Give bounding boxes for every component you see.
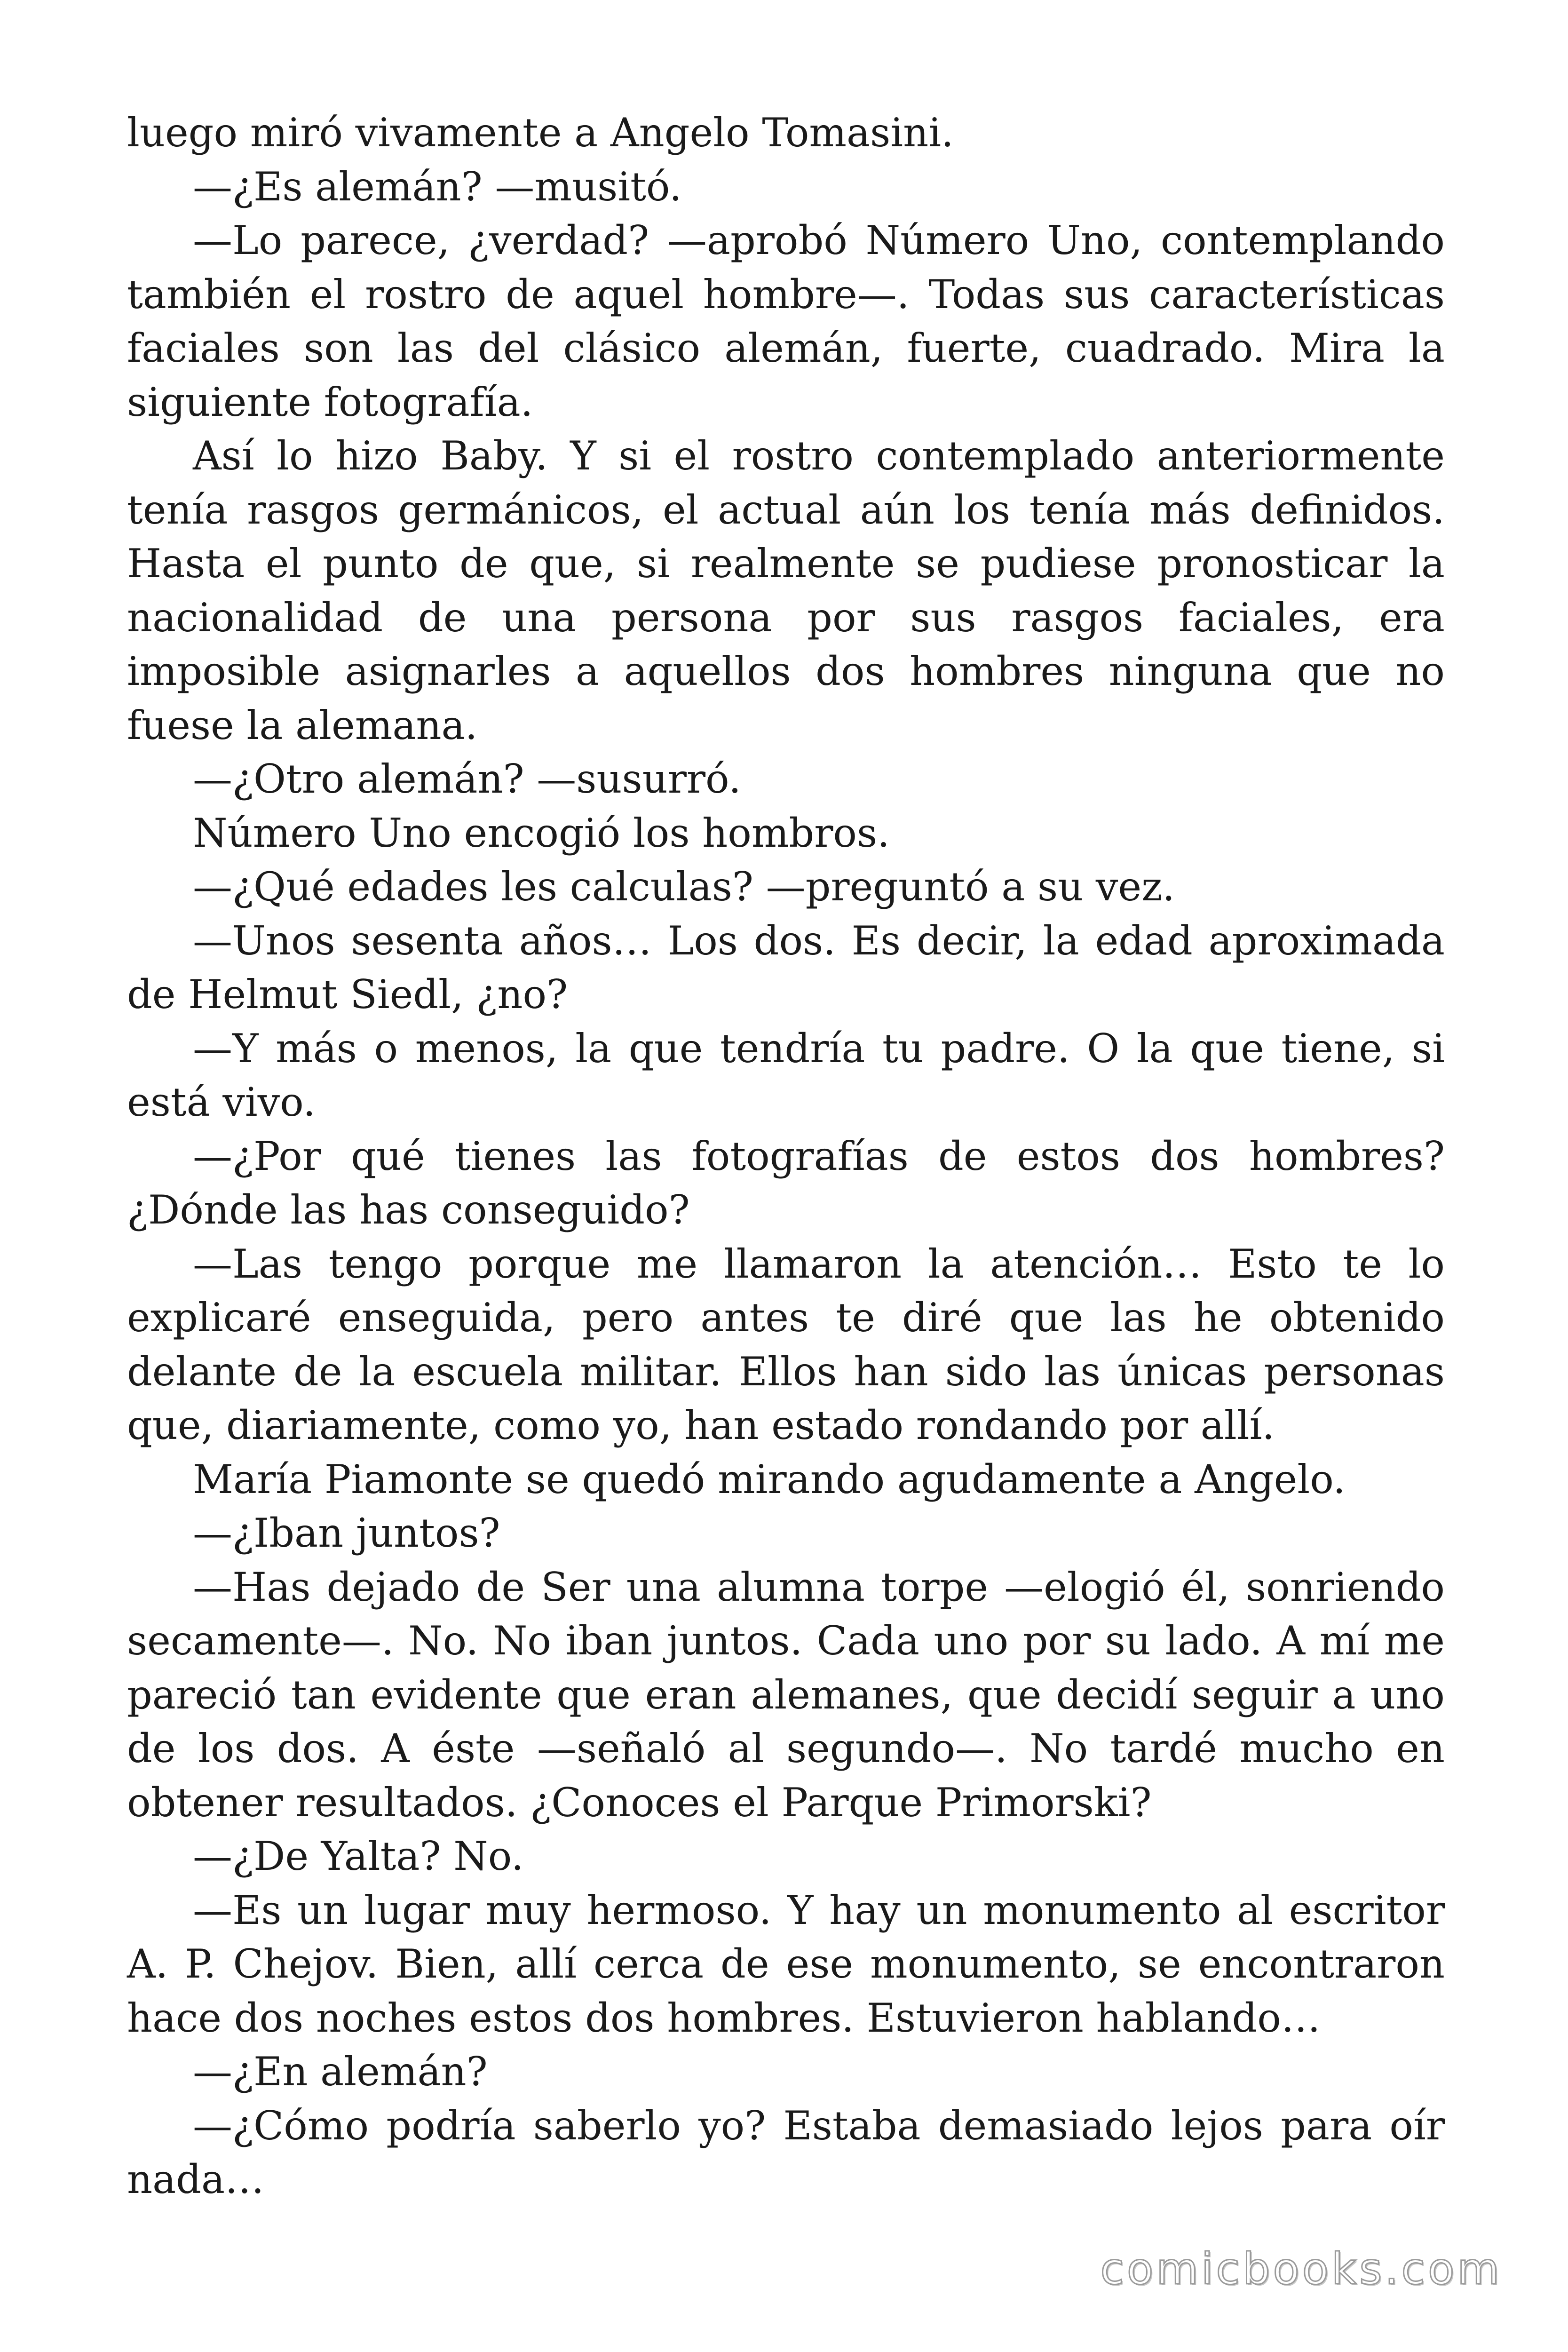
paragraph: María Piamonte se quedó mirando agudamente a Angelo.	[193, 1456, 1346, 1502]
paragraph: —¿Iban juntos?	[193, 1510, 500, 1556]
paragraph: —Las tengo porque me llamaron la atención… Esto te lo explicaré enseguida, pero antes te diré que las he obtenido delante de la escuela militar. Ellos han sido las únicas personas que, diariamente, como yo, han estado rondando por allí.	[127, 1240, 1445, 1448]
paragraph: —Lo parece, ¿verdad? —aprobó Número Uno, contemplando también el rostro de aquel hombre—. Todas sus características faciales son las del clásico alemán, fuerte, cuadrado. Mira la siguiente fotografía.	[127, 217, 1445, 425]
paragraph: —¿De Yalta? No.	[193, 1833, 524, 1879]
paragraph: —¿En alemán?	[193, 2049, 488, 2095]
paragraph: Así lo hizo Baby. Y si el rostro contemplado anteriormente tenía rasgos germánicos, el actual aún los tenía más definidos. Hasta el punto de que, si realmente se pudiese pronosticar la nacionalidad de una persona por sus rasgos faciales, era imposible asignarles a aquellos dos hombres ninguna que no fuese la alemana.	[127, 433, 1445, 748]
book-page-text	[127, 106, 1445, 2207]
paragraph: —Unos sesenta años… Los dos. Es decir, la edad aproximada de Helmut Siedl, ¿no?	[127, 917, 1445, 1017]
paragraph: —Y más o menos, la que tendría tu padre. O la que tiene, si está vivo.	[127, 1025, 1445, 1125]
paragraph: —¿Qué edades les calculas? —preguntó a su vez.	[193, 864, 1175, 910]
paragraph: luego miró vivamente a Angelo Tomasini.	[127, 110, 954, 156]
paragraph: —Has dejado de Ser una alumna torpe —elogió él, sonriendo secamente—. No. No iban juntos. Cada uno por su lado. A mí me pareció tan evidente que eran alemanes, que decidí seguir a uno de los dos. A éste —señaló al segundo—. No tardé mucho en obtener resultados. ¿Conoces el Parque Primorski?	[127, 1564, 1445, 1826]
paragraph: —¿Es alemán? —musitó.	[193, 163, 682, 210]
watermark-logo: comicbooks.com	[1100, 2244, 1502, 2294]
paragraph: —¿Por qué tienes las fotografías de estos dos hombres? ¿Dónde las has conseguido?	[127, 1133, 1445, 1233]
paragraph: —¿Otro alemán? —susurró.	[193, 756, 741, 802]
paragraph: Número Uno encogió los hombros.	[193, 810, 890, 856]
paragraph: —Es un lugar muy hermoso. Y hay un monumento al escritor A. P. Chejov. Bien, allí cerca de ese monumento, se encontraron hace dos noches estos dos hombres. Estuvieron hablando…	[127, 1887, 1445, 2041]
paragraph: —¿Cómo podría saberlo yo? Estaba demasiado lejos para oír nada…	[127, 2102, 1445, 2202]
